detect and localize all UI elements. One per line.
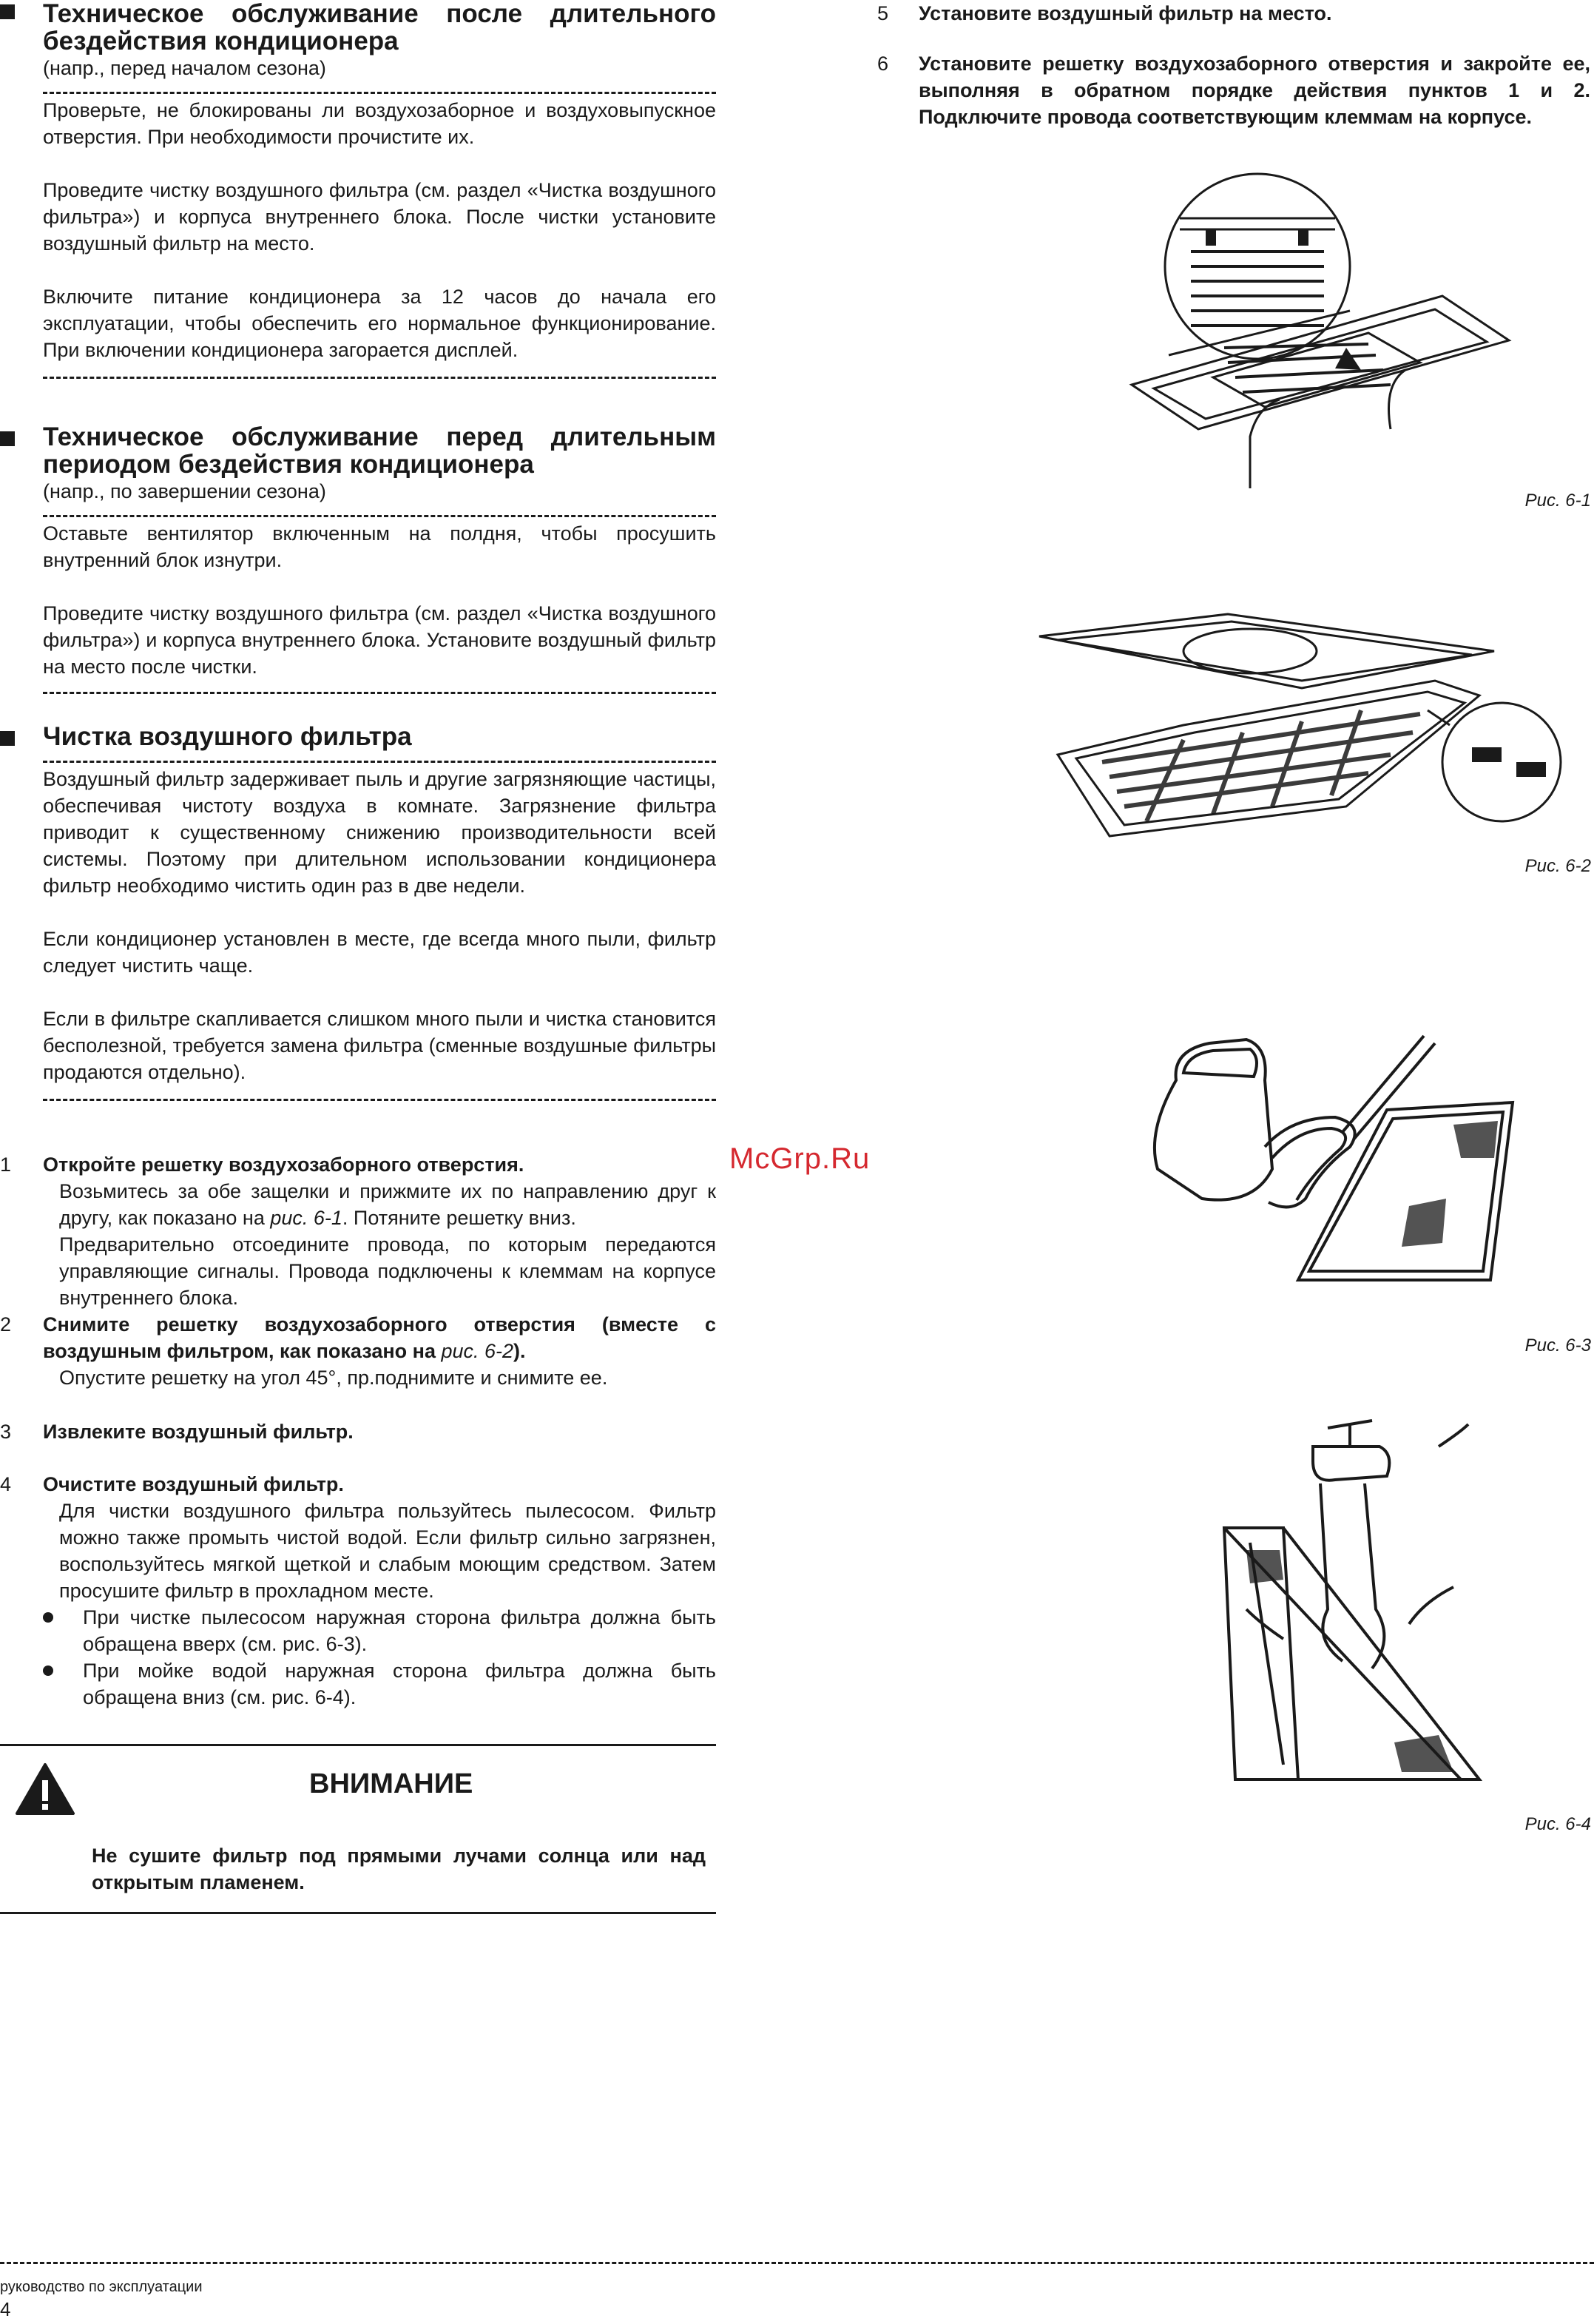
figure-caption: Рис. 6-2	[1524, 856, 1591, 876]
step-4	[43, 1471, 716, 1711]
bullet-item	[43, 1657, 716, 1711]
step-title-text: ).	[513, 1340, 526, 1362]
warning-bottom-rule	[0, 1912, 716, 1914]
warning-text: Не сушите фильтр под прямыми лучами солнца или над открытым пламенем.	[92, 1845, 706, 1893]
step-number: 2	[0, 1313, 12, 1336]
step-title-text: Снимите решетку воздухозаборного отверстия (вместе с воздушным фильтром, как показано на	[43, 1313, 716, 1362]
figure-ref: рис. 6-1	[270, 1207, 342, 1229]
step-body: Предварительно отсоедините провода, по которым передаются управляющие сигналы. Провода подключены к клеммам на корпусе внутреннего блока.	[59, 1233, 716, 1309]
step-body-text: Возьмитесь за обе защелки и прижмите их по направлению друг к другу, как показано на	[59, 1180, 716, 1229]
figure-6-1-illustration	[1124, 185, 1516, 488]
warning-triangle-icon	[15, 1762, 75, 1816]
section-3-title: Чистка воздушного фильтра	[43, 722, 412, 751]
bullet-item	[43, 1604, 716, 1657]
figure-caption: Рис. 6-4	[1524, 1814, 1591, 1834]
step-title: Откройте решетку воздухозаборного отверстия.	[43, 1153, 524, 1176]
step-body-text: . Потяните решетку вниз.	[342, 1207, 576, 1229]
paragraph: Проведите чистку воздушного фильтра (см. раздел «Чистка воздушного фильтра») и корпуса внутреннего блока. Установите воздушный фильтр на место после чистки.	[43, 602, 716, 678]
section-2-title: Техническое обслуживание перед длительным периодом бездействия кондиционера	[43, 422, 716, 479]
step-title: Очистите воздушный фильтр.	[43, 1473, 344, 1495]
bullet-square	[0, 731, 15, 746]
divider	[43, 377, 716, 379]
figure-6-3-illustration	[1143, 1021, 1527, 1295]
bullet-square	[0, 431, 15, 446]
step-number: 5	[877, 2, 889, 24]
warning-title: ВНИМАНИЕ	[309, 1768, 473, 1799]
paragraph: Если в фильтре скапливается слишком много пыли и чистка становится бесполезной, требуется замена фильтра (сменные воздушные фильтры продаются отдельно).	[43, 1008, 716, 1083]
step-number: 3	[0, 1421, 12, 1443]
step-2	[43, 1311, 716, 1391]
figure-caption: Рис. 6-3	[1524, 1336, 1591, 1355]
section-1	[43, 0, 716, 379]
step-number: 4	[0, 1473, 12, 1495]
page-number: 4	[0, 2298, 11, 2320]
footer-label: руководство по эксплуатации	[0, 2279, 203, 2295]
bullet-text: При чистке пылесосом наружная сторона фильтра должна быть обращена вверх (см. рис. 6-3).	[83, 1606, 716, 1655]
step-body	[43, 1178, 716, 1231]
paragraph: Проведите чистку воздушного фильтра (см. раздел «Чистка воздушного фильтра») и корпуса внутреннего блока. После чистки установите воздушный фильтр на место.	[43, 179, 716, 255]
step-title: Извлеките воздушный фильтр.	[43, 1421, 354, 1443]
section-1-subtitle: (напр., перед началом сезона)	[43, 57, 326, 79]
bullet-text: При мойке водой наружная сторона фильтра должна быть обращена вниз (см. рис. 6-4).	[83, 1660, 716, 1708]
paragraph: Воздушный фильтр задерживает пыль и другие загрязняющие частицы, обеспечивая чистоту воздуха в комнате. Загрязнение фильтра приводит к существенному снижению производительности всей системы. Поэтому при длительном использовании кондиционера фильтр необходимо чистить один раз в две недели.	[43, 768, 716, 897]
footer-divider	[0, 2262, 1594, 2264]
step-title: Установите воздушный фильтр на место.	[919, 2, 1332, 24]
paragraph: Включите питание кондиционера за 12 часов до начала его эксплуатации, чтобы обеспечить его нормальное функционирование. При включении кондиционера загорается дисплей.	[43, 286, 716, 361]
bullet-square	[0, 4, 15, 19]
step-title	[43, 1311, 716, 1364]
bullet-dot	[43, 1665, 53, 1676]
section-1-title: Техническое обслуживание после длительного бездействия кондиционера	[43, 0, 716, 55]
section-2	[43, 423, 716, 694]
figure-ref: рис. 6-2	[441, 1340, 514, 1362]
divider	[43, 92, 716, 94]
bullet-dot	[43, 1612, 53, 1623]
divider	[43, 515, 716, 517]
paragraph: Если кондиционер установлен в месте, где всегда много пыли, фильтр следует чистить чаще.	[43, 928, 716, 977]
step-5	[919, 0, 1590, 27]
step-3	[43, 1418, 716, 1445]
figure-6-4-illustration	[1217, 1417, 1490, 1787]
step-number: 6	[877, 53, 889, 75]
figure-caption: Рис. 6-1	[1524, 491, 1591, 511]
paragraph: Проверьте, не блокированы ли воздухозаборное и воздуховыпускное отверстия. При необходимости прочистите их.	[43, 99, 716, 148]
paragraph: Оставьте вентилятор включенным на полдня, чтобы просушить внутренний блок изнутри.	[43, 522, 716, 571]
watermark: McGrp.Ru	[729, 1142, 871, 1175]
warning-top-rule	[0, 1744, 716, 1746]
step-number: 1	[0, 1153, 12, 1176]
section-2-subtitle: (напр., по завершении сезона)	[43, 480, 326, 502]
step-6	[919, 50, 1590, 130]
step-1	[43, 1151, 716, 1311]
divider	[43, 761, 716, 763]
step-body: Опустите решетку на угол 45°, пр.поднимите и снимите ее.	[59, 1367, 608, 1389]
divider	[43, 692, 716, 694]
step-body: Для чистки воздушного фильтра пользуйтесь пылесосом. Фильтр можно также промыть чистой водой. Если фильтр сильно загрязнен, воспользуйтесь мягкой щеткой и слабым моющим средством. Затем просушите фильтр в прохладном месте.	[59, 1500, 716, 1602]
divider	[43, 1099, 716, 1101]
step-title: Установите решетку воздухозаборного отверстия и закройте ее, выполняя в обратном порядке действия пунктов 1 и 2. Подключите провода соответствующим клеммам на корпусе.	[919, 53, 1590, 128]
warning-text-block	[92, 1842, 706, 1896]
figure-6-2-illustration	[1036, 614, 1553, 843]
section-3	[43, 723, 716, 1101]
